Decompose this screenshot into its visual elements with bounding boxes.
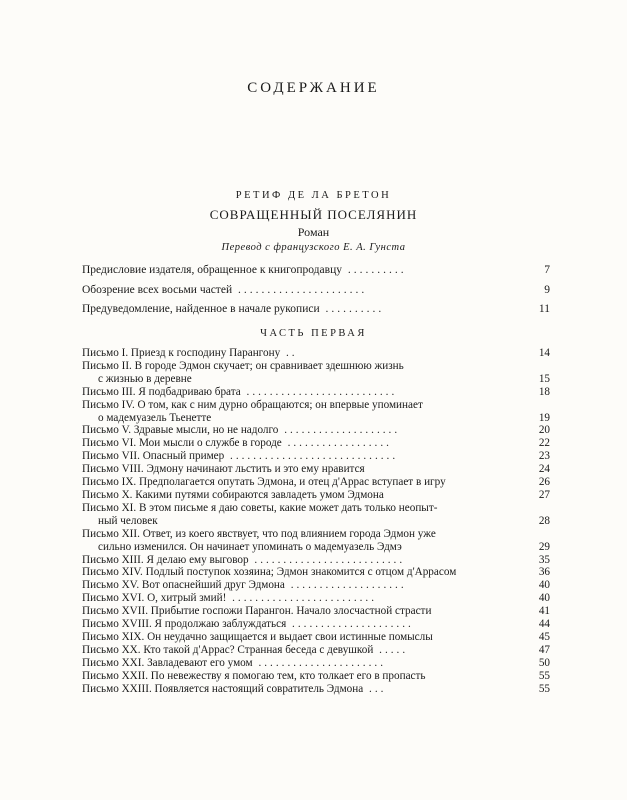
- leader-dots: ......................: [252, 656, 386, 669]
- toc-entry[interactable]: [82, 437, 550, 450]
- toc-entry-title: Письмо VIII. Эдмону начинают льстить и это ему нравится: [82, 463, 365, 476]
- toc-entry-title: Письмо XI. В этом письме я даю советы, какие может дать только неопыт-: [82, 501, 438, 514]
- toc-entry-title: Письмо XVI. О, хитрый змий!: [82, 592, 227, 605]
- toc-entry[interactable]: [82, 592, 550, 605]
- leader-dots: ......................: [232, 283, 368, 296]
- toc-entry[interactable]: [82, 463, 550, 476]
- leader-dots: .............................: [224, 450, 399, 463]
- toc-entry[interactable]: [82, 302, 550, 316]
- toc-entry-page: 23: [538, 450, 550, 463]
- translator-credit: Перевод с французского Е. А. Гунста: [221, 242, 406, 253]
- toc-entry-page: 41: [538, 605, 550, 618]
- toc-entry[interactable]: [82, 683, 550, 696]
- toc-entry[interactable]: [82, 476, 550, 489]
- toc-entry-page: 7: [544, 264, 550, 276]
- author-name: РЕТИФ ДЕ ЛА БРЕТОН: [235, 190, 392, 201]
- toc-entry-page: 55: [538, 682, 550, 695]
- toc-entry-page: 20: [538, 424, 550, 437]
- leader-dots: ..................: [281, 437, 392, 450]
- toc-entry[interactable]: [82, 618, 550, 631]
- toc-entry[interactable]: [82, 489, 550, 502]
- leader-dots: ..........: [319, 303, 385, 315]
- toc-entry-page: 55: [538, 669, 550, 682]
- toc-entry-page: 40: [538, 592, 550, 605]
- leader-dots: .....................: [286, 618, 414, 631]
- toc-entry-title: Письмо XII. Ответ, из коего явствует, что под влиянием города Эдмон уже: [82, 527, 436, 540]
- toc-entry-title: Письмо V. Здравые мысли, но не надолго: [82, 424, 279, 437]
- leader-dots: ..........: [341, 264, 407, 276]
- toc-entry-title: Письмо IV. О том, как с ним дурно обращаются; он впервые упоминает: [82, 398, 423, 411]
- toc-entry-page: 22: [538, 437, 550, 450]
- toc-entry-page: 27: [538, 488, 550, 501]
- toc-entry-title: Письмо XV. Вот опаснейший друг Эдмона: [82, 579, 285, 592]
- toc-entry-title-continued: о мадемуазель Тьенетте: [98, 411, 212, 424]
- letters-toc: [82, 347, 550, 695]
- toc-entry-title: Письмо XXIII. Появляется настоящий совратитель Эдмона: [82, 682, 364, 695]
- toc-entry-page: 19: [538, 411, 550, 424]
- toc-entry[interactable]: [82, 283, 550, 297]
- toc-entry-title: Обозрение всех восьми частей: [82, 283, 233, 296]
- toc-entry-title-continued: сильно изменился. Он начинает упоминать о мадемуазель Эдмэ: [98, 540, 402, 553]
- toc-entry[interactable]: [82, 605, 550, 618]
- leader-dots: ..........................: [240, 385, 398, 398]
- leader-dots: .........................: [226, 592, 378, 605]
- toc-entry[interactable]: [82, 554, 550, 567]
- work-title: СОВРАЩЕННЫЙ ПОСЕЛЯНИН: [209, 207, 418, 222]
- toc-entry[interactable]: [82, 399, 550, 425]
- toc-entry-title: Письмо IX. Предполагается опутать Эдмона, и отец д'Аррас вступает в игру: [82, 476, 446, 489]
- toc-entry-title: Письмо II. В городе Эдмон скучает; он сравнивает здешнюю жизнь: [82, 359, 404, 372]
- toc-entry-page: 26: [538, 476, 550, 489]
- toc-entry-title: Предуведомление, найденное в начале рукописи: [82, 303, 320, 315]
- toc-entry-page: 36: [538, 566, 550, 579]
- toc-entry[interactable]: [82, 263, 550, 277]
- toc-entry[interactable]: [82, 644, 550, 657]
- toc-entry-title: Письмо XVII. Прибытие госпожи Парангон. Начало злосчастной страсти: [82, 605, 432, 618]
- toc-entry[interactable]: [82, 631, 550, 644]
- toc-entry-page: 50: [538, 656, 550, 669]
- toc-entry-title: Письмо I. Приезд к господину Парангону: [82, 347, 281, 359]
- toc-entry-title: Письмо XIII. Я делаю ему выговор: [82, 553, 249, 566]
- toc-entry[interactable]: [82, 528, 550, 554]
- toc-entry[interactable]: [82, 566, 550, 579]
- toc-entry-title: Письмо X. Какими путями собираются завладеть умом Эдмона: [82, 488, 384, 501]
- leader-dots: ...: [363, 682, 387, 695]
- toc-entry[interactable]: [82, 657, 550, 670]
- part-title: ЧАСТЬ ПЕРВАЯ: [260, 328, 367, 339]
- leader-dots: ..........................: [248, 553, 406, 566]
- front-matter-toc: [82, 263, 550, 322]
- toc-entry-title: Письмо XIX. Он неудачно защищается и выдает свои истинные помыслы: [82, 630, 433, 643]
- page-title: СОДЕРЖАНИЕ: [247, 80, 380, 96]
- toc-entry-page: 47: [538, 643, 550, 656]
- toc-entry-title: Письмо VII. Опасный пример: [82, 450, 225, 463]
- toc-entry[interactable]: [82, 360, 550, 386]
- toc-entry-page: 40: [538, 579, 550, 592]
- toc-entry-page: 45: [538, 630, 550, 643]
- toc-entry[interactable]: [82, 386, 550, 399]
- toc-entry-title-continued: ный человек: [98, 514, 158, 527]
- toc-entry-title: Письмо XVIII. Я продолжаю заблуждаться: [82, 618, 287, 631]
- toc-entry-page: 44: [538, 618, 550, 631]
- toc-entry-title: Письмо III. Я подбадриваю брата: [82, 385, 241, 398]
- toc-entry[interactable]: [82, 347, 550, 360]
- toc-entry-page: 24: [538, 463, 550, 476]
- toc-entry-title: Письмо XXI. Завладевают его умом: [82, 656, 253, 669]
- toc-entry-title: Письмо XX. Кто такой д'Аррас? Странная беседа с девушкой: [82, 643, 374, 656]
- toc-entry-page: 29: [538, 540, 550, 553]
- leader-dots: ....................: [284, 579, 407, 592]
- toc-entry[interactable]: [82, 424, 550, 437]
- toc-entry[interactable]: [82, 502, 550, 528]
- toc-entry-title: Предисловие издателя, обращенное к книгопродавцу: [82, 264, 342, 276]
- toc-entry-page: 9: [544, 283, 550, 296]
- toc-entry-page: 14: [538, 347, 550, 359]
- leader-dots: ..: [280, 347, 298, 359]
- toc-entry-title: Письмо XXII. По невежеству я помогаю тем, кто толкает его в пропасть: [82, 669, 426, 682]
- toc-entry-title: Письмо XIV. Подлый поступок хозяина; Эдмон знакомится с отцом д'Аррасом: [82, 566, 457, 579]
- toc-entry-page: 18: [538, 385, 550, 398]
- leader-dots: ....................: [278, 424, 401, 437]
- toc-entry-page: 35: [538, 553, 550, 566]
- toc-entry-page: 11: [538, 303, 550, 315]
- toc-entry-page: 15: [538, 372, 550, 385]
- toc-entry[interactable]: [82, 670, 550, 683]
- leader-dots: .....: [373, 643, 409, 656]
- toc-entry[interactable]: [82, 579, 550, 592]
- toc-entry-title: Письмо VI. Мои мысли о службе в городе: [82, 437, 282, 450]
- toc-entry-page: 28: [538, 514, 550, 527]
- toc-entry[interactable]: [82, 450, 550, 463]
- toc-entry-title-continued: с жизнью в деревне: [98, 372, 192, 385]
- genre-label: Роман: [297, 225, 330, 239]
